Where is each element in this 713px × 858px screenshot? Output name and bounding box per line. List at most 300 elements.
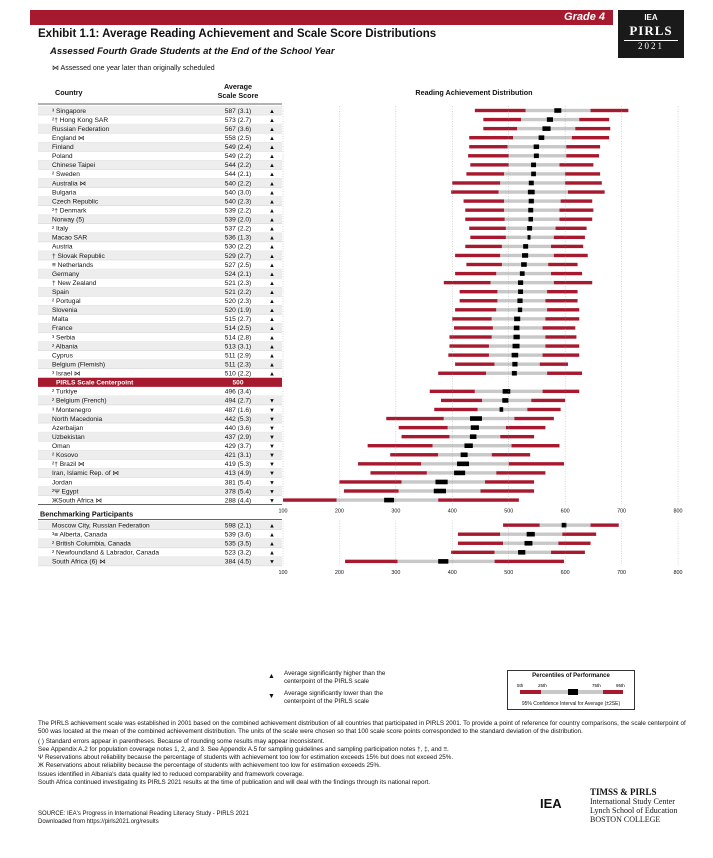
country-below-10-score: 381 (5.4) xyxy=(224,479,252,487)
brand-line-4: BOSTON COLLEGE xyxy=(590,815,661,824)
country-13-sig-icon: ▲ xyxy=(269,226,275,233)
x-tick-3: 400 xyxy=(447,508,457,515)
footnote-5: Ж Reservations about reliability because the percentage of students with achievement too low for estimation exceeds 25%. xyxy=(38,762,381,770)
country-below-2-name: ³ Montenegro xyxy=(52,406,92,414)
country-16-ci-mark xyxy=(522,253,528,258)
country-below-4-sig-icon: ▼ xyxy=(269,425,275,432)
country-20-score: 521 (2.2) xyxy=(224,289,252,296)
country-below-7-bar-p5-p25 xyxy=(390,453,438,456)
country-16-sig-icon: ▲ xyxy=(269,253,275,260)
legend-red-right xyxy=(603,690,623,694)
country-4-bar-p75-p95 xyxy=(566,145,600,148)
bm-x-tick-7: 800 xyxy=(673,569,683,576)
country-14-bar-p5-p25 xyxy=(470,236,506,239)
country-3-ci-mark xyxy=(539,135,545,140)
country-12-name: Norway (5) xyxy=(52,216,85,224)
benchmark-2-ci-mark xyxy=(525,541,533,546)
country-25-bar-p75-p95 xyxy=(545,335,576,338)
country-20-name: Spain xyxy=(52,289,69,296)
country-below-7-ci-mark xyxy=(461,452,468,457)
country-6-bar-p75-p95 xyxy=(560,163,594,166)
iea-brand-logo: IEA xyxy=(540,796,562,811)
country-below-2-bar-p75-p95 xyxy=(527,408,560,411)
x-tick-7: 800 xyxy=(673,508,683,515)
country-below-3-sig-icon: ▼ xyxy=(269,416,275,423)
benchmark-title: Benchmarking Participants xyxy=(40,509,134,519)
country-1-score: 573 (2.7) xyxy=(224,116,252,124)
up-triangle-icon: ▲ xyxy=(268,673,275,680)
country-0-bar-p75-p95 xyxy=(591,109,629,112)
country-5-bar-p5-p25 xyxy=(468,154,509,157)
percentile-legend-ci: 95% Confidence Interval for Average (±2SE) xyxy=(521,701,621,707)
country-9-bar-p75-p95 xyxy=(568,190,605,193)
country-below-1-ci-mark xyxy=(502,398,508,403)
country-below-0-ci-mark xyxy=(503,389,511,394)
country-28-score: 511 (2.3) xyxy=(225,361,251,369)
country-below-5-name: Uzbekistan xyxy=(52,433,85,441)
country-29-bar-p75-p95 xyxy=(547,372,582,375)
country-6-sig-icon: ▲ xyxy=(269,163,275,170)
country-14-sig-icon: ▲ xyxy=(269,235,275,242)
country-0-name: ³ Singapore xyxy=(52,107,87,115)
country-below-8-score: 419 (5.3) xyxy=(224,461,252,469)
down-triangle-icon: ▼ xyxy=(268,693,275,700)
country-below-10-ci-mark xyxy=(435,480,447,485)
country-25-name: ³ Serbia xyxy=(52,334,76,342)
country-16-bar-p75-p95 xyxy=(554,254,588,257)
country-below-6-score: 429 (3.7) xyxy=(224,443,252,451)
country-21-sig-icon: ▲ xyxy=(269,299,275,306)
country-below-4-bar-p5-p25 xyxy=(399,426,448,429)
legend-red-left xyxy=(520,690,541,694)
source-line-2: Downloaded from https://pirls2021.org/results xyxy=(38,819,159,825)
country-15-name: Austria xyxy=(52,243,73,251)
x-tick-6: 700 xyxy=(617,508,627,515)
country-18-score: 524 (2.1) xyxy=(224,270,252,278)
country-0-sig-icon: ▲ xyxy=(269,108,275,115)
benchmark-0-sig-icon: ▲ xyxy=(269,523,275,530)
country-below-4-bar-p75-p95 xyxy=(506,426,545,429)
benchmark-2-bar-p5-p25 xyxy=(458,542,503,545)
country-5-ci-mark xyxy=(534,154,539,159)
country-below-2-bar-p5-p25 xyxy=(434,408,477,411)
country-below-12-ci-mark xyxy=(384,498,394,503)
country-8-sig-icon: ▲ xyxy=(269,181,275,188)
country-11-bar-p75-p95 xyxy=(560,208,594,211)
benchmark-1-bar-p75-p95 xyxy=(562,533,596,536)
country-8-bar-p5-p25 xyxy=(452,181,500,184)
country-20-ci-mark xyxy=(518,289,523,294)
country-16-name: † Slovak Republic xyxy=(52,252,105,260)
x-tick-0: 100 xyxy=(278,508,288,515)
benchmark-4-score: 384 (4.5) xyxy=(224,558,252,566)
country-12-ci-mark xyxy=(528,217,533,222)
score-column-header-1: Average xyxy=(223,82,253,91)
country-29-score: 510 (2.2) xyxy=(224,370,252,378)
country-3-bar-p5-p25 xyxy=(469,136,513,139)
benchmark-4-bar-p5-p25 xyxy=(345,560,397,563)
country-1-bar-p75-p95 xyxy=(579,118,609,121)
country-2-bar-p5-p25 xyxy=(483,127,517,130)
country-26-bar-p5-p25 xyxy=(449,344,489,347)
country-19-bar-p5-p25 xyxy=(444,281,491,284)
country-18-ci-mark xyxy=(520,271,525,276)
footnote-1: The PIRLS achievement scale was established in 2001 based on the combined achievement distribution of all countries that participated in PIRLS 2001. To provide a point of reference for country comparisons, the scale centerpoint of 500 was located at the mean of the combined achievement distribution. The units of the scale were chosen so that 100 scale score points corresponded to the standard deviation of the distribution. xyxy=(38,720,686,736)
country-below-11-ci-mark xyxy=(434,489,446,494)
country-29-ci-mark xyxy=(512,371,517,376)
country-4-bar-p5-p25 xyxy=(469,145,507,148)
country-7-name: ² Sweden xyxy=(52,171,80,179)
legend-p5: 5th xyxy=(517,683,524,688)
country-0-ci-mark xyxy=(554,108,561,113)
country-17-bar-p75-p95 xyxy=(548,263,577,266)
country-16-score: 529 (2.7) xyxy=(224,252,252,260)
country-29-bar-p5-p25 xyxy=(438,372,486,375)
country-below-3-score: 442 (5.3) xyxy=(224,415,252,423)
country-24-name: France xyxy=(52,325,73,333)
bm-x-tick-5: 600 xyxy=(560,569,570,576)
country-14-ci-mark xyxy=(528,235,531,240)
country-24-ci-mark xyxy=(514,326,520,331)
legend-gray-right xyxy=(578,690,603,694)
distribution-column-header: Reading Achievement Distribution xyxy=(415,88,533,97)
country-below-2-sig-icon: ▼ xyxy=(269,407,275,414)
key-higher-text: Average significantly higher than the centerpoint of the PIRLS scale xyxy=(284,670,386,685)
country-22-name: Slovenia xyxy=(52,307,78,315)
country-11-name: ²† Denmark xyxy=(52,207,87,215)
country-1-name: ²† Hong Kong SAR xyxy=(52,116,109,124)
country-12-bar-p75-p95 xyxy=(560,218,593,221)
country-23-ci-mark xyxy=(514,317,520,322)
country-below-3-bar-p5-p25 xyxy=(386,417,444,420)
country-4-ci-mark xyxy=(534,144,539,149)
country-21-name: ² Portugal xyxy=(52,298,81,306)
country-below-11-name: ²Ψ Egypt xyxy=(52,488,79,496)
country-below-5-sig-icon: ▼ xyxy=(269,434,275,441)
country-below-1-sig-icon: ▼ xyxy=(269,398,275,405)
country-below-6-sig-icon: ▼ xyxy=(269,444,275,451)
country-9-sig-icon: ▲ xyxy=(269,190,275,197)
country-below-12-sig-icon: ▼ xyxy=(269,498,275,505)
country-4-name: Finland xyxy=(52,144,74,152)
country-2-name: Russian Federation xyxy=(52,125,110,133)
score-column-header-2: Scale Score xyxy=(217,91,259,100)
country-9-ci-mark xyxy=(528,190,535,195)
country-27-bar-p75-p95 xyxy=(543,353,580,356)
country-27-name: Cyprus xyxy=(52,352,73,360)
country-below-9-score: 413 (4.9) xyxy=(224,470,252,478)
country-13-bar-p5-p25 xyxy=(469,227,506,230)
benchmark-3-score: 523 (3.2) xyxy=(224,549,252,557)
country-11-score: 539 (2.2) xyxy=(224,207,252,215)
country-19-ci-mark xyxy=(518,280,523,285)
country-below-4-ci-mark xyxy=(471,425,479,430)
country-9-bar-p5-p25 xyxy=(451,190,498,193)
benchmark-3-sig-icon: ▲ xyxy=(269,550,275,557)
country-22-score: 520 (1.9) xyxy=(224,307,252,315)
benchmark-3-ci-mark xyxy=(518,550,525,555)
country-below-3-name: North Macedonia xyxy=(52,415,103,423)
country-15-bar-p75-p95 xyxy=(551,245,583,248)
country-7-score: 544 (2.1) xyxy=(224,171,252,179)
bm-x-tick-3: 400 xyxy=(447,569,457,576)
country-23-sig-icon: ▲ xyxy=(269,317,275,324)
country-below-11-score: 378 (5.4) xyxy=(224,488,252,496)
schedule-note: ⋈ Assessed one year later than originally scheduled xyxy=(52,65,215,72)
country-8-score: 540 (2.2) xyxy=(224,180,252,188)
country-21-ci-mark xyxy=(517,298,522,303)
bm-x-tick-4: 500 xyxy=(504,569,514,576)
bm-x-tick-1: 200 xyxy=(334,569,344,576)
country-18-sig-icon: ▲ xyxy=(269,271,275,278)
key-lower xyxy=(268,690,404,706)
country-below-9-ci-mark xyxy=(454,471,465,476)
country-21-bar-p5-p25 xyxy=(460,299,498,302)
country-below-11-sig-icon: ▼ xyxy=(269,489,275,496)
country-below-8-ci-mark xyxy=(457,462,469,467)
country-11-ci-mark xyxy=(528,208,533,213)
x-tick-1: 200 xyxy=(334,508,344,515)
country-4-score: 549 (2.4) xyxy=(224,144,252,152)
country-below-12-bar-p75-p95 xyxy=(438,498,519,501)
country-21-score: 520 (2.3) xyxy=(224,298,252,306)
country-below-12-name: ЖSouth Africa ⋈ xyxy=(52,497,103,505)
bm-x-tick-6: 700 xyxy=(617,569,627,576)
legend-p75: 75th xyxy=(592,683,601,688)
x-tick-5: 600 xyxy=(560,508,570,515)
country-5-bar-p75-p95 xyxy=(566,154,599,157)
country-29-name: ³ Israel ⋈ xyxy=(52,370,81,378)
country-below-10-name: Jordan xyxy=(52,479,73,487)
country-below-9-sig-icon: ▼ xyxy=(269,471,275,478)
country-7-bar-p75-p95 xyxy=(565,172,600,175)
country-5-score: 549 (2.2) xyxy=(224,153,252,161)
footnote-4: Ψ Reservations about reliability because the percentage of students with achievement too low for estimation exceeds 15% but does not exceed 25%. xyxy=(38,754,454,762)
benchmark-1-name: ³≡ Alberta, Canada xyxy=(52,531,108,539)
country-10-sig-icon: ▲ xyxy=(269,199,275,206)
country-24-bar-p5-p25 xyxy=(454,326,493,329)
logo-iea: IEA xyxy=(644,13,658,22)
country-below-10-bar-p75-p95 xyxy=(485,480,534,483)
benchmark-4-ci-mark xyxy=(438,559,448,564)
country-5-sig-icon: ▲ xyxy=(269,154,275,161)
country-10-ci-mark xyxy=(529,199,534,204)
source-line-1: SOURCE: IEA's Progress in International Reading Literacy Study - PIRLS 2021 xyxy=(38,811,249,817)
country-25-ci-mark xyxy=(513,335,519,340)
benchmark-1-ci-mark xyxy=(527,532,535,537)
key-lower-text: Average significantly lower than the centerpoint of the PIRLS scale xyxy=(284,690,383,705)
country-11-sig-icon: ▲ xyxy=(269,208,275,215)
logo-year: 2021 xyxy=(624,40,678,51)
country-10-bar-p5-p25 xyxy=(464,199,505,202)
benchmark-4-bar-p75-p95 xyxy=(495,560,564,563)
country-8-ci-mark xyxy=(529,181,534,186)
country-18-bar-p5-p25 xyxy=(455,272,496,275)
benchmark-3-bar-p5-p25 xyxy=(451,551,494,554)
country-below-1-bar-p75-p95 xyxy=(531,399,565,402)
country-23-score: 515 (2.7) xyxy=(224,316,252,324)
country-20-bar-p75-p95 xyxy=(547,290,577,293)
country-13-name: ² Italy xyxy=(52,225,69,233)
country-15-sig-icon: ▲ xyxy=(269,244,275,251)
legend-ci xyxy=(568,689,578,695)
country-below-5-ci-mark xyxy=(470,434,477,439)
benchmark-1-score: 539 (3.6) xyxy=(224,531,252,539)
country-below-10-sig-icon: ▼ xyxy=(269,480,275,487)
country-below-7-name: ² Kosovo xyxy=(52,452,79,460)
country-below-9-bar-p75-p95 xyxy=(496,471,545,474)
country-below-2-score: 487 (1.6) xyxy=(224,406,252,414)
country-7-ci-mark xyxy=(531,172,536,177)
country-12-sig-icon: ▲ xyxy=(269,217,275,224)
country-3-sig-icon: ▲ xyxy=(269,135,275,142)
country-22-sig-icon: ▲ xyxy=(269,308,275,315)
country-2-sig-icon: ▲ xyxy=(269,126,275,133)
country-below-5-score: 437 (2.9) xyxy=(224,433,252,441)
benchmark-0-bar-p75-p95 xyxy=(591,523,619,526)
legend-p25: 25th xyxy=(538,683,547,688)
country-below-11-bar-p5-p25 xyxy=(344,489,399,492)
country-5-name: Poland xyxy=(52,153,73,161)
country-18-bar-p75-p95 xyxy=(551,272,582,275)
country-22-bar-p75-p95 xyxy=(547,308,579,311)
country-below-1-bar-p5-p25 xyxy=(441,399,482,402)
country-15-score: 530 (2.2) xyxy=(224,243,252,251)
key-higher xyxy=(268,670,404,686)
country-3-bar-p75-p95 xyxy=(572,136,609,139)
country-27-score: 511 (2.9) xyxy=(225,352,251,360)
country-below-4-name: Azerbaijan xyxy=(52,424,84,432)
benchmark-2-name: ² British Columbia, Canada xyxy=(52,540,131,548)
country-below-7-score: 421 (3.1) xyxy=(224,452,252,460)
country-below-0-score: 496 (3.4) xyxy=(224,388,252,396)
country-6-ci-mark xyxy=(531,163,536,168)
country-1-ci-mark xyxy=(547,117,553,122)
country-2-score: 567 (3.6) xyxy=(224,125,252,133)
country-below-1-score: 494 (2.7) xyxy=(224,397,252,405)
footnote-7: South Africa continued investigating its PIRLS 2021 results at the time of publication and will deal with the findings through its national report. xyxy=(38,779,431,787)
benchmark-2-sig-icon: ▲ xyxy=(269,541,275,548)
benchmark-1-sig-icon: ▲ xyxy=(269,532,275,539)
country-below-1-name: ² Belgium (French) xyxy=(52,397,107,405)
footnote-2: ( ) Standard errors appear in parentheses. Because of rounding some results may appear inconsistent. xyxy=(38,737,325,745)
country-0-bar-p5-p25 xyxy=(475,109,526,112)
country-column-header: Country xyxy=(55,88,83,97)
country-18-name: Germany xyxy=(52,270,80,278)
country-25-sig-icon: ▲ xyxy=(269,335,275,342)
country-15-ci-mark xyxy=(523,244,528,249)
country-14-bar-p75-p95 xyxy=(554,236,585,239)
country-10-bar-p75-p95 xyxy=(561,199,593,202)
percentile-legend-title: Percentiles of Performance xyxy=(532,673,610,679)
country-below-0-bar-p75-p95 xyxy=(543,390,580,393)
country-24-score: 514 (2.5) xyxy=(224,325,252,333)
country-7-sig-icon: ▲ xyxy=(269,172,275,179)
country-4-sig-icon: ▲ xyxy=(269,145,275,152)
country-16-bar-p5-p25 xyxy=(455,254,500,257)
country-below-10-bar-p5-p25 xyxy=(339,480,401,483)
country-below-8-name: ²† Brazil ⋈ xyxy=(52,461,85,469)
country-17-sig-icon: ▲ xyxy=(269,262,275,269)
country-12-score: 539 (2.0) xyxy=(224,216,252,224)
country-26-sig-icon: ▲ xyxy=(269,344,275,351)
exhibit-title: Exhibit 1.1: Average Reading Achievement and Scale Score Distributions xyxy=(38,28,437,40)
country-10-score: 540 (2.3) xyxy=(224,198,252,206)
country-20-bar-p5-p25 xyxy=(460,290,498,293)
country-9-name: Bulgaria xyxy=(52,189,77,197)
country-13-ci-mark xyxy=(527,226,532,231)
benchmark-3-bar-p75-p95 xyxy=(551,551,585,554)
country-27-sig-icon: ▲ xyxy=(269,353,275,360)
footnote-3: See Appendix A.2 for population coverage notes 1, 2, and 3. See Appendix A.5 for sampling guidelines and sampling participation notes †, ‡, and ≡. xyxy=(38,745,449,753)
country-19-sig-icon: ▲ xyxy=(269,280,275,287)
benchmark-1-bar-p5-p25 xyxy=(458,533,500,536)
source-note xyxy=(38,810,249,826)
country-20-sig-icon: ▲ xyxy=(269,290,275,296)
country-14-name: Macao SAR xyxy=(52,234,88,242)
country-8-name: Australia ⋈ xyxy=(52,180,87,188)
timss-pirls-brand xyxy=(590,788,677,824)
country-6-bar-p5-p25 xyxy=(470,163,508,166)
brand-line-3: Lynch School of Education xyxy=(590,806,678,815)
country-28-bar-p75-p95 xyxy=(540,362,568,365)
country-11-bar-p5-p25 xyxy=(465,208,504,211)
country-2-bar-p75-p95 xyxy=(575,127,610,130)
country-19-bar-p75-p95 xyxy=(554,281,592,284)
country-28-bar-p5-p25 xyxy=(455,362,495,365)
country-23-bar-p5-p25 xyxy=(452,317,492,320)
country-17-ci-mark xyxy=(521,262,527,267)
country-27-bar-p5-p25 xyxy=(448,353,489,356)
country-0-score: 587 (3.1) xyxy=(224,107,252,115)
country-below-9-bar-p5-p25 xyxy=(370,471,426,474)
country-below-6-bar-p75-p95 xyxy=(512,444,560,447)
country-25-bar-p5-p25 xyxy=(449,335,491,338)
country-below-7-sig-icon: ▼ xyxy=(269,453,275,460)
country-2-ci-mark xyxy=(542,126,550,131)
country-21-bar-p75-p95 xyxy=(545,299,577,302)
country-24-sig-icon: ▲ xyxy=(269,326,275,333)
country-26-ci-mark xyxy=(513,344,520,349)
country-23-bar-p75-p95 xyxy=(545,317,579,320)
country-22-ci-mark xyxy=(518,308,522,313)
country-below-3-bar-p75-p95 xyxy=(514,417,554,420)
centerpoint-name: PIRLS Scale Centerpoint xyxy=(56,379,134,387)
country-below-6-name: Oman xyxy=(52,443,70,451)
benchmark-4-sig-icon: ▼ xyxy=(269,559,275,566)
percentile-legend-graphic xyxy=(508,681,634,701)
country-26-name: ² Albania xyxy=(52,343,78,351)
country-13-score: 537 (2.2) xyxy=(224,225,252,233)
bm-x-tick-0: 100 xyxy=(278,569,288,576)
country-24-bar-p75-p95 xyxy=(543,326,576,329)
percentile-legend xyxy=(507,670,635,710)
country-below-12-score: 288 (4.4) xyxy=(224,497,252,505)
country-25-score: 514 (2.8) xyxy=(224,334,252,342)
benchmark-0-ci-mark xyxy=(562,523,567,528)
country-below-8-bar-p5-p25 xyxy=(358,462,421,465)
country-below-5-bar-p75-p95 xyxy=(500,435,534,438)
country-10-name: Czech Republic xyxy=(52,198,99,206)
country-1-bar-p5-p25 xyxy=(483,118,521,121)
legend-p95: 95th xyxy=(616,683,625,688)
country-29-sig-icon: ▲ xyxy=(269,371,275,378)
country-below-6-bar-p5-p25 xyxy=(368,444,433,447)
benchmark-4-name: South Africa (6) ⋈ xyxy=(52,558,106,566)
country-17-score: 527 (2.5) xyxy=(224,261,252,269)
exhibit-subtitle: Assessed Fourth Grade Students at the End of the School Year xyxy=(50,46,335,57)
x-tick-2: 300 xyxy=(391,508,401,515)
